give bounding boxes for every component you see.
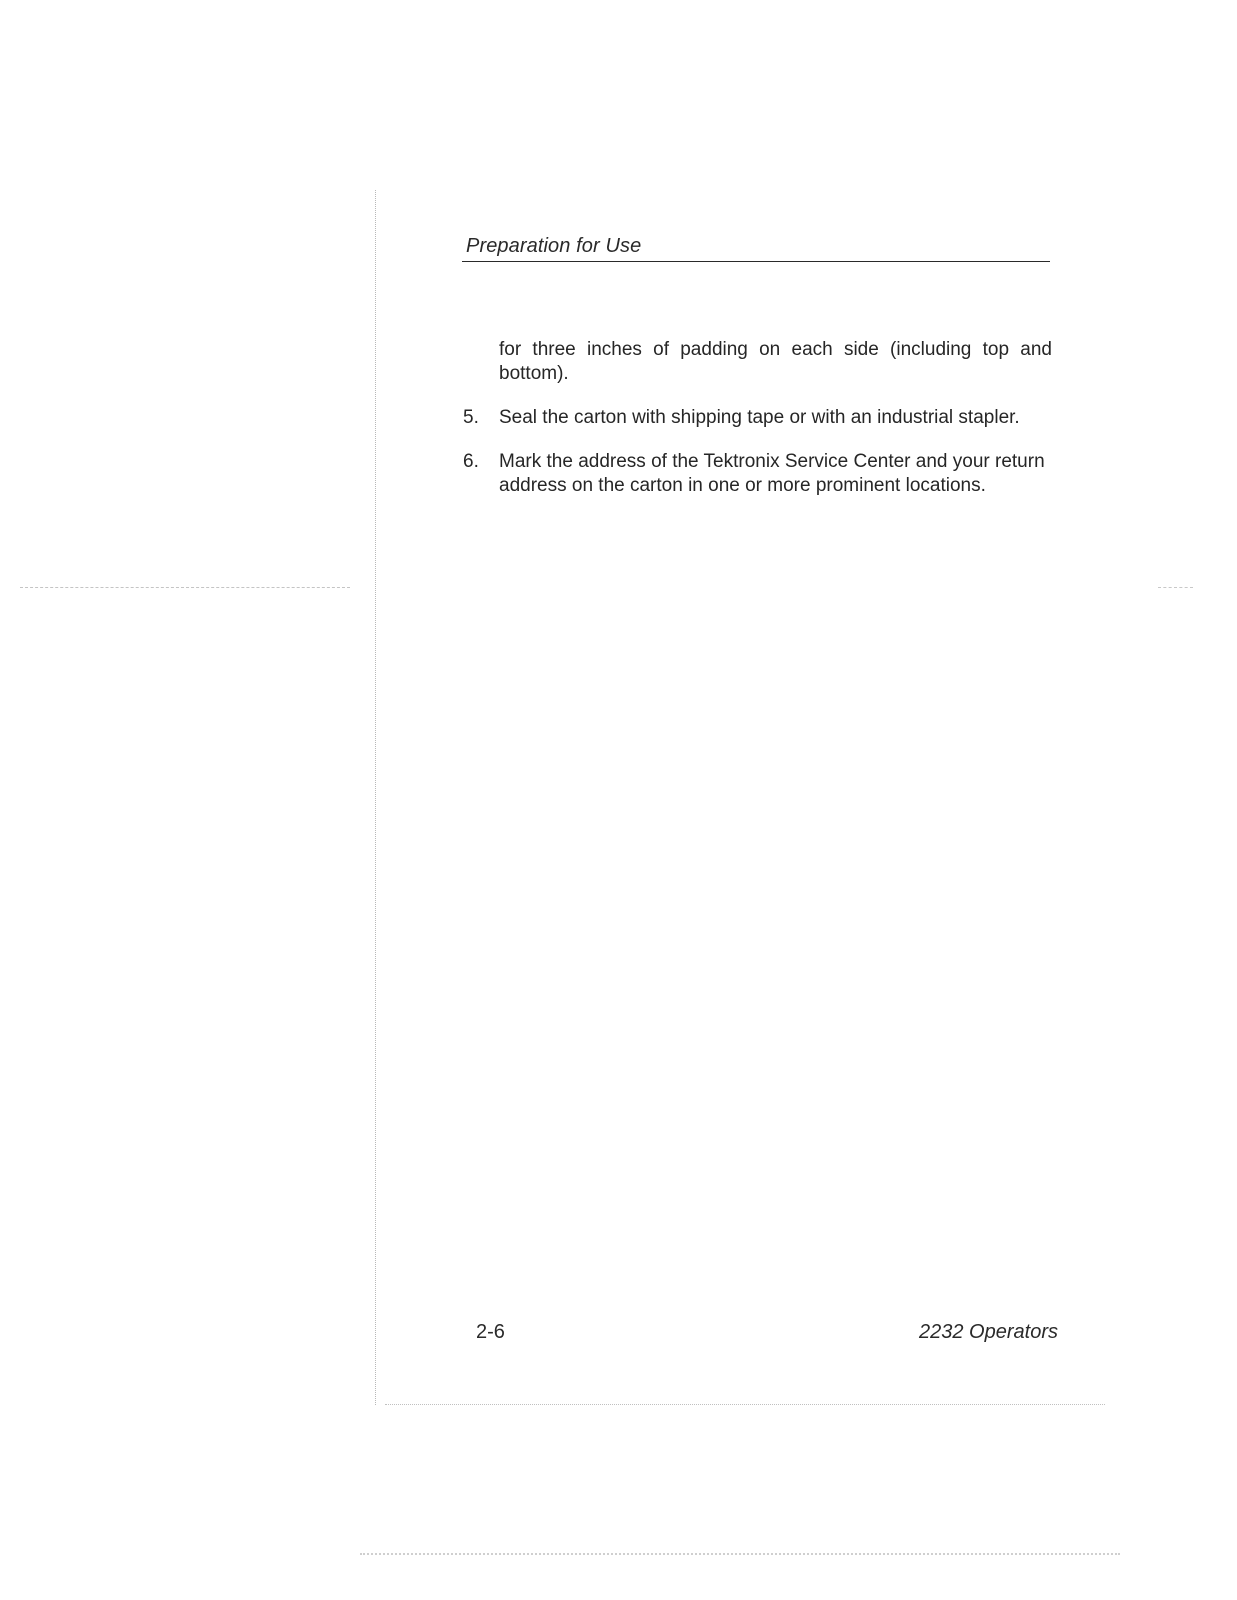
body-content <box>462 338 1058 498</box>
step-text: Mark the address of the Tektronix Service Center and your return address on the carton in one or more prominent locations. <box>499 451 1045 496</box>
scan-binding-line <box>375 190 376 1405</box>
scan-page-edge-line <box>385 1404 1105 1405</box>
section-title: Preparation for Use <box>466 235 642 257</box>
scan-fold-mark-right <box>1158 587 1193 588</box>
scan-bottom-edge-line <box>360 1553 1120 1555</box>
list-item-step-5 <box>462 406 1059 430</box>
scan-fold-mark-left <box>20 587 350 588</box>
step-number: 5. <box>463 407 479 428</box>
list-item-step-6 <box>462 450 1059 498</box>
continued-paragraph: for three inches of padding on each side (including top and bottom). <box>499 339 1052 384</box>
step-text: Seal the carton with shipping tape or with an industrial stapler. <box>499 407 1020 428</box>
document-title: 2232 Operators <box>919 1321 1058 1343</box>
page-number: 2-6 <box>476 1321 505 1343</box>
step-number: 6. <box>463 451 479 472</box>
running-header <box>462 233 1050 262</box>
